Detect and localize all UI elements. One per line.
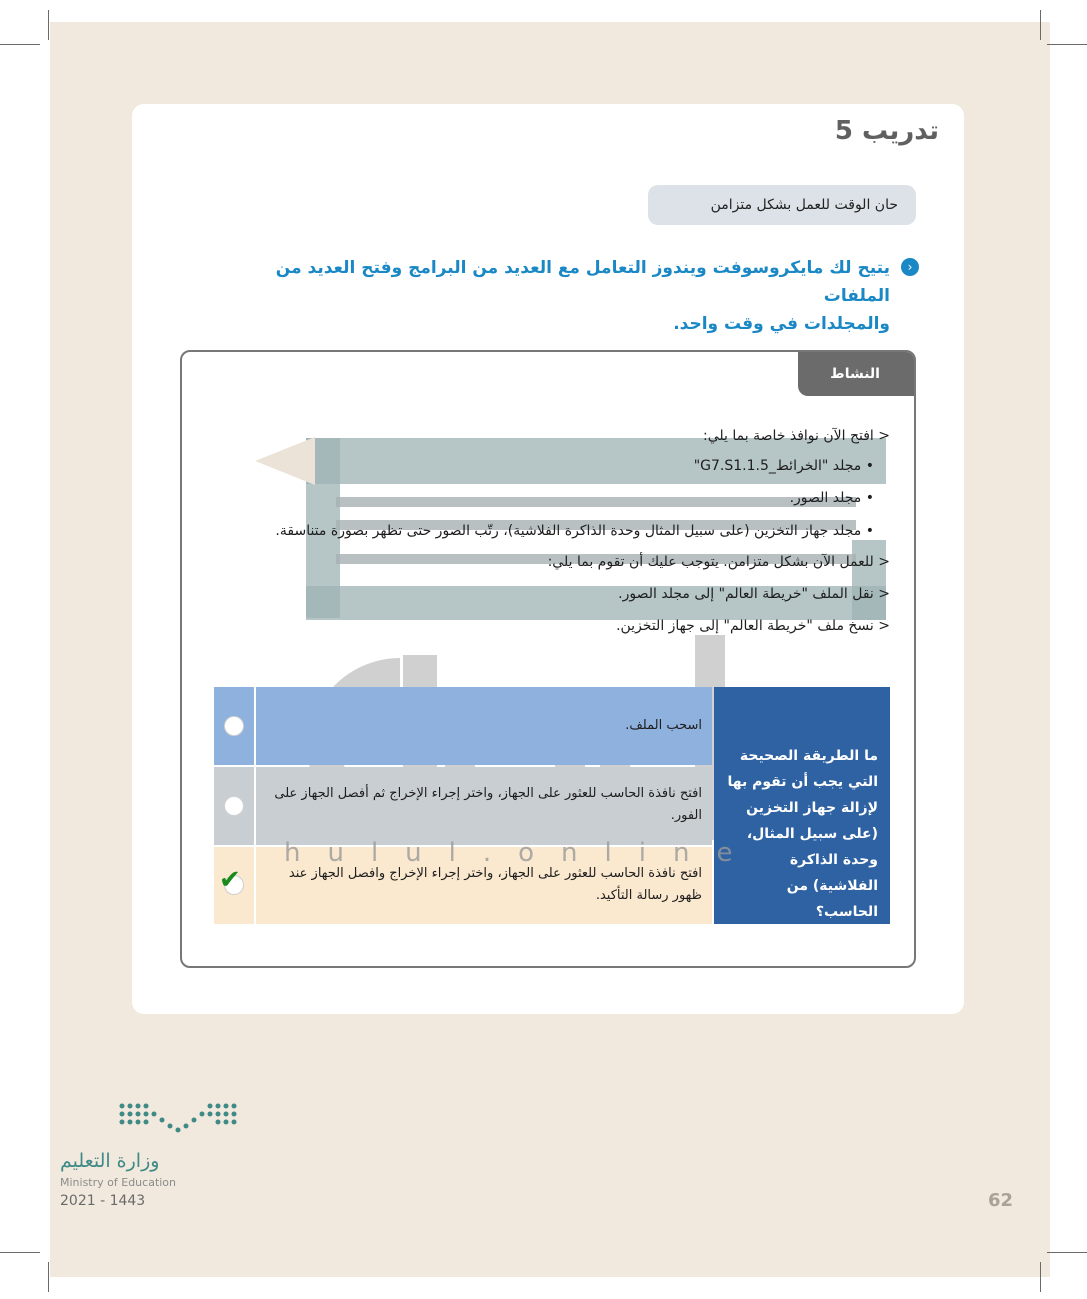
instruction-line: < نسخ ملف "خريطة العالم" إلى جهاز التخزين. xyxy=(616,618,890,634)
answer-selector-1[interactable] xyxy=(214,687,254,765)
answer-selector-3[interactable] xyxy=(214,847,254,924)
instruction-line: < افتح الآن نوافذ خاصة بما يلي: xyxy=(703,428,890,444)
intro-text xyxy=(230,254,890,338)
instruction-line: < نقل الملف "خريطة العالم" إلى مجلد الصور. xyxy=(618,586,890,602)
checkmark-icon: ✔ xyxy=(219,865,241,895)
intro-line-1: يتيح لك مايكروسوفت ويندوز التعامل مع العديد من البرامج وفتح العديد من الملفات xyxy=(275,258,890,306)
instruction-line: < للعمل الآن بشكل متزامن. يتوجب عليك أن تقوم بما يلي: xyxy=(547,554,890,570)
answer-option-2[interactable]: افتح نافذة الحاسب للعثور على الجهاز، واختر إجراء الإخراج ثم أفصل الجهاز على الفور. xyxy=(256,767,712,845)
pencil-tip-icon xyxy=(255,437,315,485)
crop-mark xyxy=(1040,1262,1041,1292)
radio-button[interactable] xyxy=(224,796,244,816)
crop-mark xyxy=(48,1262,49,1292)
instruction-line: • مجلد الصور. xyxy=(789,490,874,506)
watermark-text: hulul.online xyxy=(284,838,760,868)
radio-button[interactable] xyxy=(224,716,244,736)
chevron-right-icon: › xyxy=(901,258,919,276)
page-number: 62 xyxy=(988,1190,1014,1211)
instruction-line: • مجلد جهاز التخزين (على سبيل المثال وحدة الذاكرة الفلاشية)، رتّب الصور حتى تظهر بصورة متناسقة. xyxy=(275,523,874,539)
subtitle-pill: حان الوقت للعمل بشكل متزامن xyxy=(648,185,916,225)
intro-line-2: والمجلدات في وقت واحد. xyxy=(673,314,890,334)
crop-mark xyxy=(0,44,40,45)
ministry-year: 2021 - 1443 xyxy=(60,1193,146,1209)
instruction-line: • مجلد "الخرائط_G7.S1.1.5" xyxy=(693,458,874,474)
question-cell: ما الطريقة الصحيحة التي يجب أن تقوم بها لإزالة جهاز التخزين (على سبيل المثال، وحدة الذاكرة الفلاشية) من الحاسب؟ xyxy=(714,687,890,924)
crop-mark xyxy=(0,1252,40,1253)
page-title: تدريب 5 xyxy=(834,116,939,146)
answer-option-1[interactable]: اسحب الملف. xyxy=(256,687,712,765)
ministry-name-arabic: وزارة التعليم xyxy=(60,1150,160,1172)
answer-selector-2[interactable] xyxy=(214,767,254,845)
answer-option-3[interactable]: افتح نافذة الحاسب للعثور على الجهاز، واختر إجراء الإخراج وافصل الجهاز عند ظهور رسالة التأكيد. xyxy=(256,847,712,924)
ministry-name-english: Ministry of Education xyxy=(60,1176,177,1189)
crop-mark xyxy=(1040,10,1041,40)
crop-mark xyxy=(1047,44,1087,45)
crop-mark xyxy=(48,10,49,40)
activity-tab: النشاط xyxy=(798,352,914,396)
ministry-logo-icon xyxy=(118,1100,238,1144)
crop-mark xyxy=(1047,1252,1087,1253)
